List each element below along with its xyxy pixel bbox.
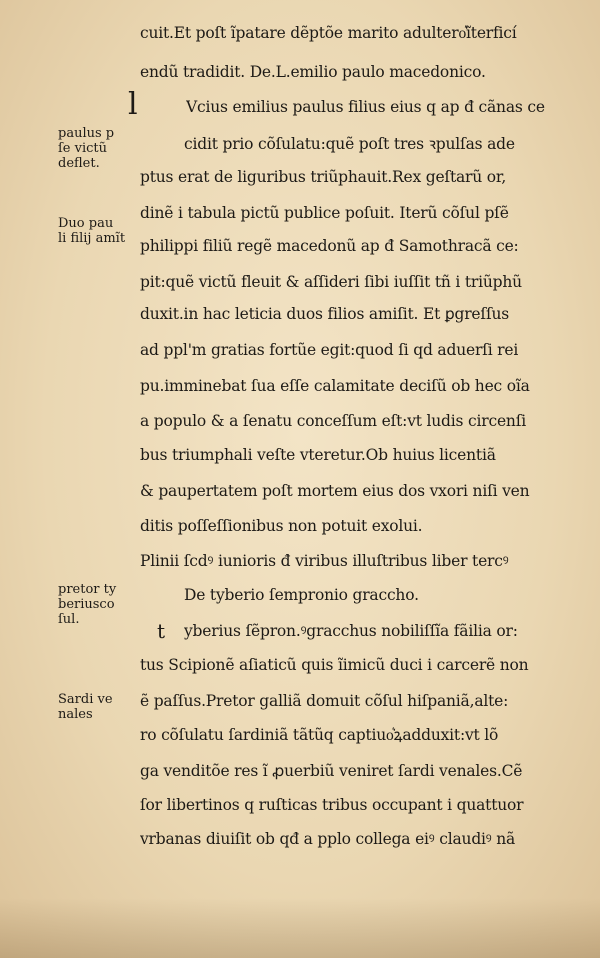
margin-note-line: paulus p [58,126,115,141]
initial-letter-t: t [157,619,166,643]
margin-note-paulus [58,126,138,171]
text-line-7: philippi filiũ regẽ macedonũ ap đ Samothracã ce: [140,237,519,255]
margin-note-line: li filij amĩt [58,231,126,246]
initial-letter-l: l [128,87,138,122]
text-line-4: cidit prio cõſulatu:quẽ poſt tres ꝛpulſas ade [184,135,515,153]
text-line-6: dinẽ i tabula pictũ publice poſuit. Iterũ cõſul pſẽ [140,204,509,222]
margin-note-sardi [58,692,138,722]
text-line-21: ro cõſulatu ſardiniã tãtũq captiuo͛ꝝadduxit:vt lõ [140,726,499,744]
margin-note-line: deflet. [58,156,100,171]
text-line-18: yberius ſẽpron.ꝰgracchus nobiliſſĩa fãilia or: [184,622,518,640]
text-line-3: Vcius emilius paulus filius eius q ap đ cãnas ce [186,98,545,116]
text-line-8: pit:quẽ victũ fleuit & aſſideri ſibi iuſſit tñ i triũphũ [140,273,522,291]
text-line-20: ẽ paſſus.Pretor galliã domuit cõſul hiſpaniã,alte: [140,692,509,710]
text-line-10: ad ppl'm gratias fortũe egit:quod ſi qd aduerſi rei [140,341,519,359]
margin-note-line: ſe victũ [58,141,108,156]
margin-note-line: beriusco [58,597,115,612]
text-line-16: Plinii ſcdꝰ iunioris đ viribus illuſtribus liber tercꝰ [140,552,509,570]
text-line-5: ptus erat de liguribus triũphauit.Rex geſtarũ or, [140,168,507,186]
text-line-22: ga venditõe res ĩ ꝓuerbiũ veniret ſardi venales.Cẽ [140,762,523,780]
margin-note-duo-pauli [58,216,138,246]
text-line-19: tus Scipionẽ aſiaticũ quis ĩimicũ duci i carcerẽ non [140,656,529,674]
text-line-1: cuit.Et poſt ĩpatare dẽptõe marito adultero͛ĩterficí [140,24,517,42]
text-line-11: pu.imminebat ſua eſſe calamitate deciſũ ob hec oĩa [140,377,530,395]
text-line-14: & paupertatem poſt mortem eius dos vxori niſi ven [140,482,530,500]
margin-note-line: pretor ty [58,582,117,597]
margin-note-line: nales [58,707,93,722]
text-line-9: duxit.in hac leticia duos filios amiſit. Et ꝑgreſſus [140,305,510,323]
text-line-15: ditis poſſeſſionibus non potuit exolui. [140,517,423,535]
margin-note-line: Sardi ve [58,692,113,707]
margin-note-line: Duo pau [58,216,114,231]
text-line-24: vrbanas diuiſit ob qđ a pplo collega eiꝰ claudiꝰ nã [140,830,516,848]
margin-note-line: ſul. [58,612,80,627]
text-line-12: a populo & a ſenatu conceſſum eſt:vt ludis circenſi [140,412,526,430]
text-line-23: ſor libertinos q ruſticas tribus occupant i quattuor [140,796,524,814]
text-line-17-heading: De tyberio ſempronio graccho. [184,586,419,604]
text-line-13: bus triumphali veſte vteretur.Ob huius licentiã [140,446,496,464]
text-line-2: endũ tradidit. De.L.emilio paulo macedonico. [140,63,486,81]
margin-note-pretor [58,582,138,627]
